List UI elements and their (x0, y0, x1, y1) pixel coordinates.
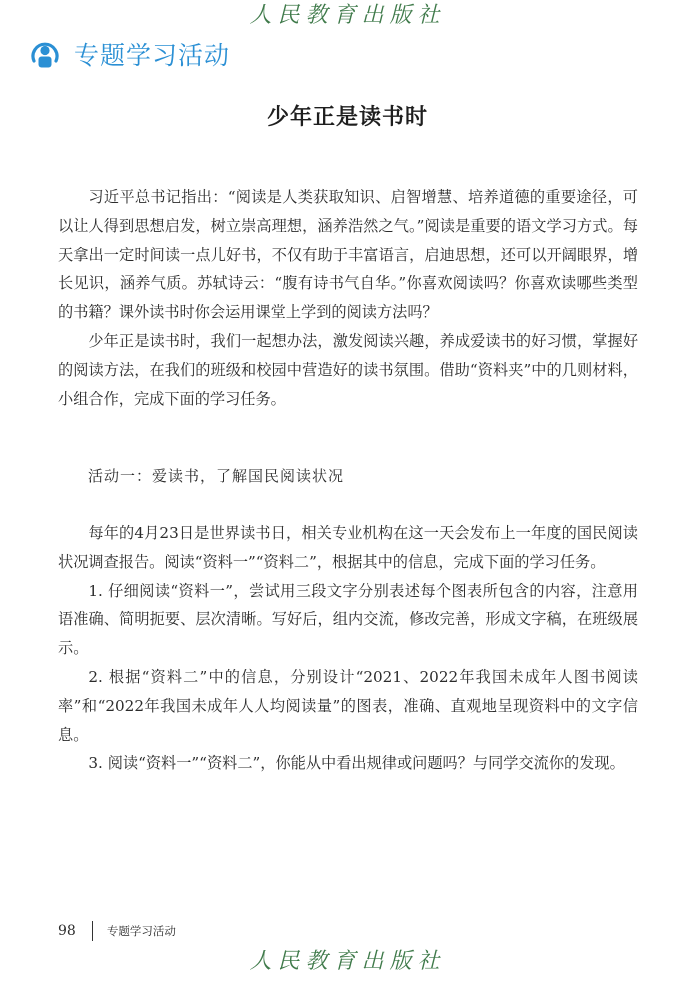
intro-paragraph: 习近平总书记指出：“阅读是人类获取知识、启智增慧、培养道德的重要途径，可以让人得到思想启发，树立崇高理想，涵养浩然之气。”阅读是重要的语文学习方式。每天拿出一定时间读一点儿好书，不仅有助于丰富语言，启迪思想，还可以开阔眼界，增长见识，涵养气质。苏轼诗云：“腹有诗书气自华。”你喜欢阅读吗？你喜欢读哪些类型的书籍？课外读书时你会运用课堂上学到的阅读方法吗？ (58, 188, 638, 322)
page-number: 98 (58, 923, 76, 939)
footer-section-label: 专题学习活动 (106, 924, 176, 938)
footer-divider (92, 921, 93, 941)
person-in-circle-icon (30, 39, 60, 69)
publisher-logo-header: 人民教育出版社 (249, 3, 446, 28)
section-title: 专题学习活动 (74, 41, 231, 70)
activity-heading-block (58, 462, 638, 491)
section-header (30, 36, 230, 72)
activity-heading: 活动一：爱读书，了解国民阅读状况 (88, 467, 345, 485)
page-footer (58, 920, 176, 942)
intro-text (58, 183, 638, 413)
publisher-logo-footer: 人民教育出版社 (249, 949, 446, 974)
intro-paragraph: 少年正是读书时，我们一起想办法，激发阅读兴趣，养成爱读书的好习惯，掌握好的阅读方法，在我们的班级和校园中营造好的读书氛围。借助“资料夹”中的几则材料，小组合作，完成下面的学习任务。 (58, 331, 638, 408)
task-item: 2. 根据“资料二”中的信息，分别设计“2021、2022年我国未成年人图书阅读率”和“2022年我国未成年人人均阅读量”的图表，准确、直观地呈现资料中的文字信息。 (58, 667, 638, 744)
task-item: 3. 阅读“资料一”“资料二”，你能从中看出规律或问题吗？与同学交流你的发现。 (88, 754, 625, 773)
activity-text (58, 519, 638, 778)
activity-paragraph: 每年的4月23日是世界读书日，相关专业机构在这一天会发布上一年度的国民阅读状况调查报告。阅读“资料一”“资料二”，根据其中的信息，完成下面的学习任务。 (58, 524, 638, 571)
task-item: 1. 仔细阅读“资料一”，尝试用三段文字分别表述每个图表所包含的内容，注意用语准确、简明扼要、层次清晰。写好后，组内交流，修改完善，形成文字稿，在班级展示。 (58, 581, 638, 658)
page-title: 少年正是读书时 (266, 104, 428, 130)
